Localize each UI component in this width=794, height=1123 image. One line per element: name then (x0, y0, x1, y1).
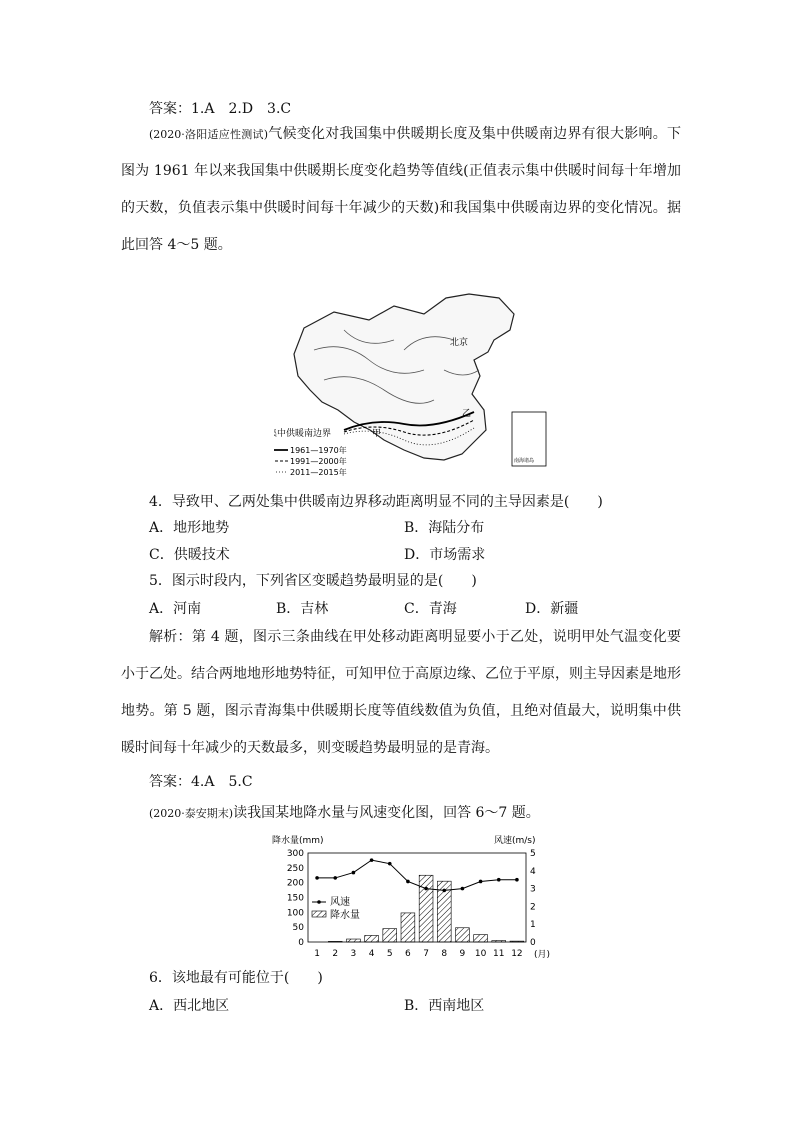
bar-rain-4 (365, 935, 379, 942)
answer-4-5: 答案：4.A 5.C (149, 774, 253, 790)
q5-option-c: C．青海 (404, 601, 457, 617)
legend-item-3: 2011—2015年 (290, 468, 347, 477)
xtick-9: 9 (459, 949, 466, 959)
intro-text: 气候变化对我国集中供暖期长度及集中供暖南边界有很大影响。下图为 1961 年以来我国集中供暖期长度变化趋势等值线(正值表示集中供暖时间每十年增加的天数，负值表示集中供暖时间每十年减少的天数)和我国集中供暖南边界的变化情况。据此回答 4～5 题。 (121, 126, 682, 253)
legend-wind: 风速 (330, 897, 350, 908)
wind-point-2 (333, 876, 337, 880)
ylabel-left: 降水量(mm) (272, 836, 324, 846)
xtick-2: 2 (332, 949, 339, 959)
china-heating-map (274, 290, 564, 488)
wind-point-8 (442, 889, 446, 893)
q5-option-b: B．吉林 (276, 601, 329, 617)
ytick-left-50: 50 (292, 923, 304, 934)
xtick-10: 10 (474, 949, 487, 959)
q4-option-c: C．供暖技术 (149, 547, 230, 563)
ytick-right-5: 5 (530, 849, 536, 859)
ytick-right-1: 1 (530, 920, 536, 931)
xtick-7: 7 (423, 949, 429, 959)
wind-point-7 (424, 887, 428, 891)
q5-option-a: A．河南 (149, 601, 202, 617)
ytick-right-2: 2 (530, 902, 536, 913)
chart-legend (312, 895, 360, 921)
ytick-left-300: 300 (286, 849, 304, 859)
analysis: 解析：第 4 题，图示三条曲线在甲处移动距离明显要小于乙处，说明甲处气温变化要小于乙处。结合两地地形地势特征，可知甲位于高原边缘、乙位于平原，则主导因素是地形地势。第 5 题，图示青海集中供暖期长度等值线数值为负值，且绝对值最大，说明集中供暖时间每十年减少的天数最多，则变暖趋势最明显的是青海。 (121, 629, 681, 756)
bar-rain-6 (401, 913, 415, 942)
xtick-11: 11 (493, 949, 505, 959)
label-beijing: 北京 (450, 338, 469, 348)
label-jia: 甲 (372, 429, 382, 439)
answer-1-3: 答案：1.A 2.D 3.C (149, 101, 292, 117)
legend-rain: 降水量 (330, 910, 360, 921)
source-tag-2: (2020·泰安期末) (149, 807, 234, 820)
intro2-text: 读我国某地降水量与风速变化图，回答 6～7 题。 (233, 805, 540, 821)
ylabel-right: 风速(m/s) (494, 836, 536, 846)
bar-rain-10 (474, 935, 488, 942)
precip-wind-chart (270, 833, 560, 963)
ytick-left-250: 250 (286, 863, 304, 874)
bar-rain-7 (419, 875, 433, 942)
q6-option-b: B．西南地区 (404, 998, 485, 1014)
wind-point-1 (315, 876, 319, 880)
xtick-1: 1 (314, 949, 320, 959)
q4-option-d: D．市场需求 (404, 547, 486, 563)
legend-item-1: 1961—1970年 (290, 446, 347, 455)
ytick-right-0: 0 (530, 938, 536, 948)
wind-point-10 (479, 880, 483, 884)
wind-point-3 (352, 871, 356, 875)
q4-option-b: B．海陆分布 (404, 520, 485, 536)
legend-title: 集中供暖南边界 (274, 429, 332, 439)
label-yi: 乙 (462, 409, 472, 419)
ytick-left-0: 0 (298, 938, 304, 948)
q4-option-a: A．地形地势 (149, 520, 230, 536)
xtick-5: 5 (386, 949, 393, 959)
q6-stem: 6．该地最有可能位于( ) (149, 970, 323, 986)
ytick-left-100: 100 (286, 908, 304, 919)
ytick-left-150: 150 (286, 893, 304, 904)
q4-stem: 4．导致甲、乙两处集中供暖南边界移动距离明显不同的主导因素是( ) (149, 494, 603, 510)
wind-point-5 (388, 862, 392, 866)
wind-point-11 (497, 878, 501, 882)
q6-option-a: A．西北地区 (149, 998, 230, 1014)
bar-rain-5 (383, 929, 397, 942)
wind-point-12 (515, 878, 519, 882)
bar-rain-9 (456, 928, 470, 942)
wind-point-4 (370, 858, 374, 862)
wind-point-9 (461, 887, 465, 891)
bar-rain-3 (347, 939, 361, 942)
ytick-left-200: 200 (286, 878, 304, 889)
x-unit: (月) (534, 950, 551, 960)
legend-item-2: 1991—2000年 (290, 457, 347, 466)
wind-point-6 (406, 880, 410, 884)
wind-line (317, 860, 517, 890)
inset-label: 南海诸岛 (514, 458, 535, 464)
q5-stem: 5．图示时段内，下列省区变暖趋势最明显的是( ) (149, 573, 477, 589)
q5-option-d: D．新疆 (525, 601, 579, 617)
xtick-6: 6 (405, 949, 411, 959)
intro-6-7 (149, 803, 540, 824)
xtick-3: 3 (350, 949, 357, 959)
xtick-12: 12 (511, 949, 523, 959)
ytick-right-3: 3 (530, 884, 536, 895)
source-tag: (2020·洛阳适应性测试) (149, 128, 269, 141)
intro-4-5 (121, 116, 681, 264)
xtick-8: 8 (441, 949, 448, 959)
ytick-right-4: 4 (530, 866, 536, 877)
xtick-4: 4 (368, 949, 375, 959)
